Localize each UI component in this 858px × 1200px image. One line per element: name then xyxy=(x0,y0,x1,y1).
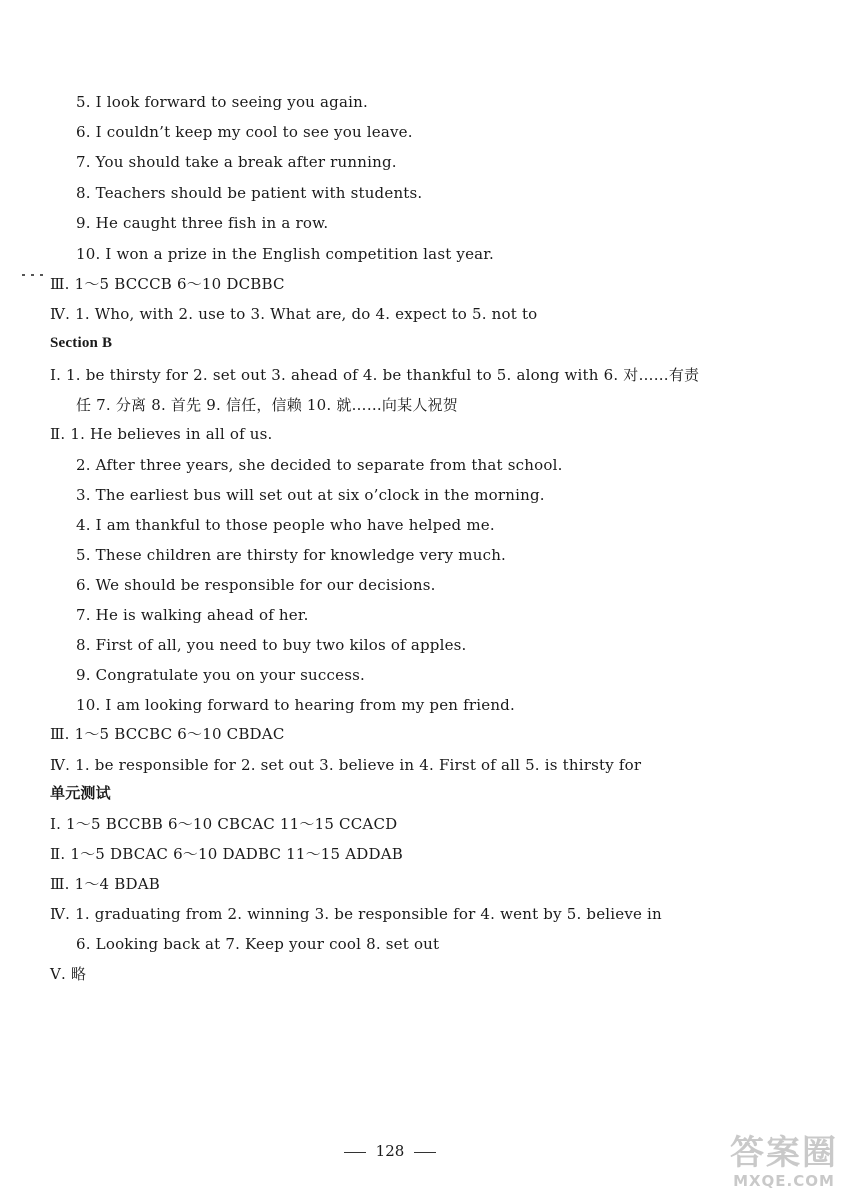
watermark-bottom-text: MXQE.COM xyxy=(733,1172,835,1190)
page-number xyxy=(0,1142,780,1160)
unit-test-II: Ⅱ. 1～5 DBCAC 6～10 DADBC 11～15 ADDAB xyxy=(50,845,403,863)
section-b-III-answers: Ⅲ. 1～5 BCCBC 6～10 CBDAC xyxy=(50,725,285,743)
sentence-9: 9. He caught three fish in a row. xyxy=(76,214,329,232)
unit-test-I: Ⅰ. 1～5 BCCBB 6～10 CBCAC 11～15 CCACD xyxy=(50,815,398,833)
unit-test-V: Ⅴ. 略 xyxy=(50,965,87,983)
section-b-II-9: 9. Congratulate you on your success. xyxy=(76,666,365,684)
section-b-II-5: 5. These children are thirsty for knowledge very much. xyxy=(76,546,507,564)
sentence-5: 5. I look forward to seeing you again. xyxy=(76,93,368,111)
section-b-title: Section B xyxy=(50,335,113,351)
page-number-dash-right xyxy=(414,1152,436,1153)
unit-test-IV-line1: Ⅳ. 1. graduating from 2. winning 3. be responsible for 4. went by 5. believe in xyxy=(50,905,662,923)
sentence-6: 6. I couldn’t keep my cool to see you leave. xyxy=(76,123,413,141)
section-b-II-2: 2. After three years, she decided to separate from that school. xyxy=(76,456,563,474)
section-b-II-1: Ⅱ. 1. He believes in all of us. xyxy=(50,425,273,443)
section-a-IV-answers: Ⅳ. 1. Who, with 2. use to 3. What are, do 4. expect to 5. not to xyxy=(50,305,538,323)
section-b-IV-answers: Ⅳ. 1. be responsible for 2. set out 3. believe in 4. First of all 5. is thirsty for xyxy=(50,756,642,774)
section-b-I-line1: Ⅰ. 1. be thirsty for 2. set out 3. ahead of 4. be thankful to 5. along with 6. 对……有责 xyxy=(50,366,700,384)
unit-test-III: Ⅲ. 1～4 BDAB xyxy=(50,875,160,893)
section-b-II-8: 8. First of all, you need to buy two kilos of apples. xyxy=(76,636,467,654)
page-number-text: 128 xyxy=(375,1142,405,1160)
section-b-II-4: 4. I am thankful to those people who have helped me. xyxy=(76,516,495,534)
section-b-I-line2: 任 7. 分离 8. 首先 9. 信任，信赖 10. 就……向某人祝贺 xyxy=(76,396,458,414)
section-a-III-answers: Ⅲ. 1～5 BCCCB 6～10 DCBBC xyxy=(50,275,285,293)
sentence-10: 10. I won a prize in the English competition last year. xyxy=(76,245,494,263)
page-number-dash-left xyxy=(344,1152,366,1153)
sentence-7: 7. You should take a break after running. xyxy=(76,153,397,171)
unit-test-title: 单元测试 xyxy=(50,786,111,802)
watermark-top-text: 答案圈 xyxy=(730,1133,838,1173)
section-b-II-7: 7. He is walking ahead of her. xyxy=(76,606,309,624)
section-b-II-6: 6. We should be responsible for our decisions. xyxy=(76,576,436,594)
section-b-II-3: 3. The earliest bus will set out at six o’clock in the morning. xyxy=(76,486,545,504)
sentence-8: 8. Teachers should be patient with students. xyxy=(76,184,423,202)
watermark-logo xyxy=(718,1134,850,1196)
unit-test-IV-line2: 6. Looking back at 7. Keep your cool 8. set out xyxy=(76,935,440,953)
section-b-II-10: 10. I am looking forward to hearing from my pen friend. xyxy=(76,696,515,714)
scan-mark xyxy=(22,262,52,266)
